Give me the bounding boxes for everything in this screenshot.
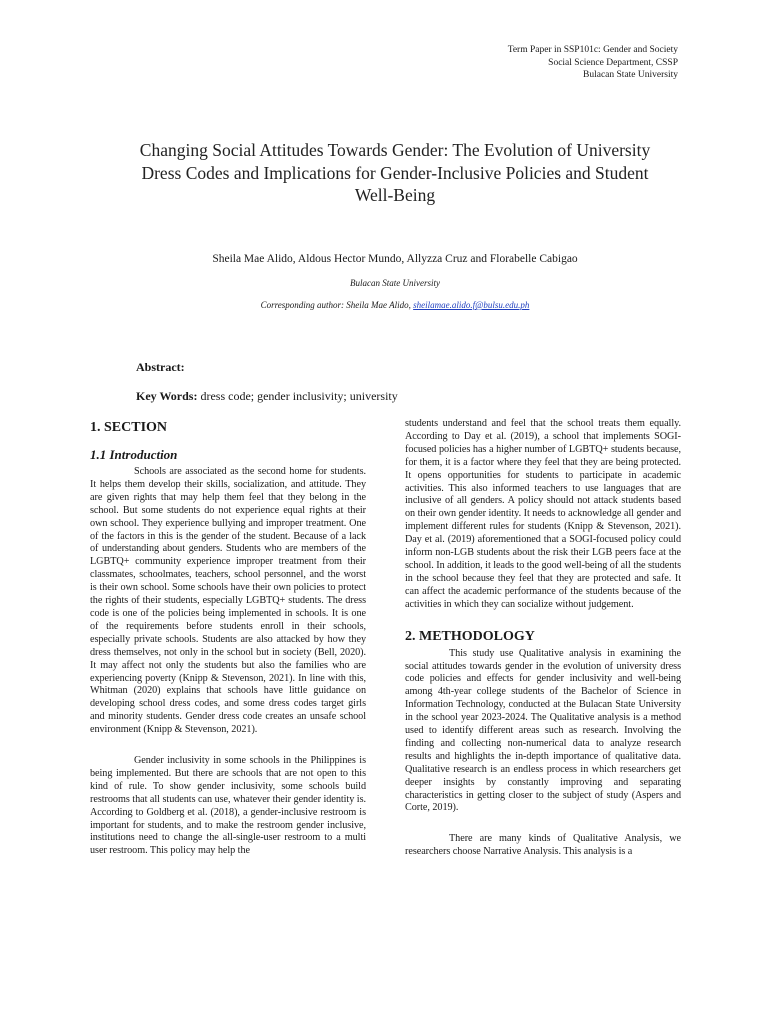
methodology-paragraph-1: This study use Qualitative analysis in examining the social attitudes towards gender in the evolution of university dress code policies and effects for gender inclusivity and well-being among 4th-year college students of the Bachelor of Science in Information Technology, conducted at the Bulacan State University in the school year 2023-2024. The Qualitative analysis is a method used to identify different areas such as research. Involving the finding and collecting non-numerical data to analyze research results and highlights the in-depth importance of qualitative data. Qualitative research is an endless process in which researchers get deeper insights by constantly improving and separating characteristics in getting closer to the subject of study (Aspers and Corte, 2019).	[405, 647, 681, 814]
corresponding-author	[130, 300, 660, 310]
intro-paragraph-2: Gender inclusivity in some schools in the Philippines is being implemented. But there are schools that are not open to this kind of rule. To show gender inclusivity, some schools build restrooms that all students can use, whatever their gender identity is. According to Goldberg et al. (2018), a gender-inclusive restroom is important for students, and to make the restroom gender inclusive, institutions need to change the all-single-user restroom to a multi user restroom. This policy may help the	[90, 755, 366, 857]
intro-paragraph-3: students understand and feel that the school treats them equally. According to Day et al. (2019), a school that implements SOGI-focused policies has a higher number of LGBTQ+ students because, for them, it is a factor where they feel that they are being protected. It opens opportunities for students to participate in academic activities. This also informed teachers to use languages that are inclusive of all genders. A policy should not attack students based on their own gender identity. It needs to acknowledge all gender and implement different rules for students (Knipp & Stevenson, 2021). Day et al. (2019) aforementioned that a SOGI-focused policy could inform non-LGB students about the risk their LGB peers face at the school. In addition, it leads to the good well-being of all the students in the school because they feel that they are protected and safe. It can affect the academic performance of the students because of the activities in which they can socialize without judgement.	[405, 418, 681, 610]
running-header	[358, 44, 678, 82]
keywords-text: dress code; gender inclusivity; university	[197, 389, 398, 403]
right-column	[405, 418, 681, 859]
section-1-heading: 1. SECTION	[90, 420, 168, 435]
methodology-heading: 2. METHODOLOGY	[405, 628, 535, 644]
affiliation: Bulacan State University	[350, 278, 440, 288]
corresponding-label: Corresponding author: Sheila Mae Alido,	[260, 300, 414, 310]
methodology-paragraph-2: There are many kinds of Qualitative Analysis, we researchers choose Narrative Analysis. This analysis is a	[405, 833, 681, 858]
author-email-link[interactable]: sheilamae.alido.f@bulsu.edu.ph	[413, 300, 530, 310]
header-university: Bulacan State University	[583, 70, 678, 80]
keywords	[136, 389, 656, 404]
keywords-label: Key Words:	[136, 389, 198, 403]
header-course: Term Paper in SSP101c: Gender and Society	[507, 45, 678, 55]
abstract-label: Abstract:	[136, 360, 185, 374]
header-department: Social Science Department, CSSP	[548, 57, 678, 68]
intro-paragraph-1: Schools are associated as the second home for students. It helps them develop their skills, socialization, and attitude. They are given rights that may help them feel that they belong in the school. But some students do not experience equal rights at their own school. They experience bullying and improper treatment. One of the factors in this is the gender of the student. Because of a lack of understanding about genders. Students who are members of the LGBTQ+ community experience improper treatment from their classmates, schoolmates, teachers, school personnel, and the worst is their own school. Some schools have their own policies to protect the rights of their students, especially LGBTQ+ students. The dress code is one of the policies being implemented in schools. It is one of the requirements before students enroll in their schools, especially private schools. Students are also attacked by how they dress themselves, not only in the school but in society (Bell, 2020). It may affect not only the students but also the families who are experiencing poverty (Knipp & Stevenson, 2021). In line with this, Whitman (2020) explains that schools have little guidance on developing school dress codes, and some dress codes target girls and minority students. Gender dress code creates an unsafe school environment (Knipp & Stevenson, 2021).	[90, 466, 366, 736]
introduction-heading: 1.1 Introduction	[90, 447, 178, 462]
paper-title: Changing Social Attitudes Towards Gender: The Evolution of University Dress Codes and Implications for Gender-Inclusive Policies and Student Well-Being	[139, 140, 651, 205]
left-column	[90, 420, 366, 858]
author-list: Sheila Mae Alido, Aldous Hector Mundo, Allyzza Cruz and Florabelle Cabigao	[212, 253, 578, 265]
